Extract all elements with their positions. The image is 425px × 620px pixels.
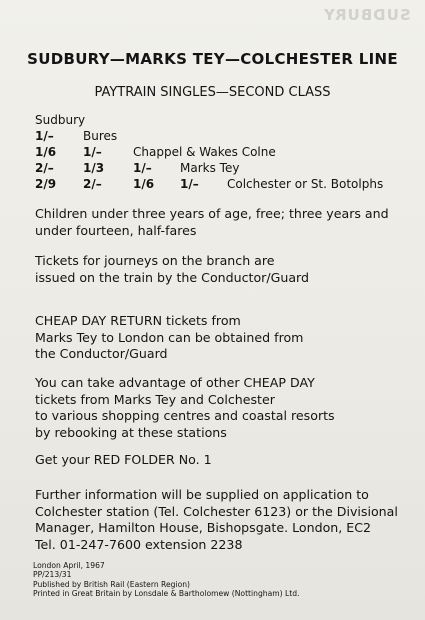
on-train-tickets-note (35, 253, 405, 286)
footer-line: Published by British Rail (Eastern Region) (33, 579, 191, 589)
text-line: Marks Tey to London can be obtained from (35, 329, 304, 345)
footer-line: Printed in Great Britain by Lonsdale & Bartholomew (Nottingham) Ltd. (33, 589, 300, 599)
text-line: CHEAP DAY RETURN tickets from (35, 313, 241, 328)
fare-value: 2/– (35, 161, 54, 175)
cheap-day-rebooking-note (35, 375, 405, 441)
text-line: Colchester station (Tel. Colchester 6123) or the Divisional (35, 503, 398, 519)
fare-value: 1/– (83, 145, 102, 159)
leaflet-subtitle: PAYTRAIN SINGLES—SECOND CLASS (94, 85, 331, 100)
footer-line: PP/213/31 (33, 570, 72, 580)
station-label: Colchester or St. Botolphs (227, 177, 384, 191)
leaflet-title: SUDBURY—MARKS TEY—COLCHESTER LINE (27, 50, 398, 68)
fare-value: 1/6 (35, 145, 57, 159)
cheap-day-return-note (35, 313, 405, 363)
text-line: issued on the train by the Conductor/Guard (35, 269, 310, 285)
fare-value: 2/9 (35, 177, 57, 191)
station-label: Sudbury (35, 113, 86, 127)
text-line: Tickets for journeys on the branch are (35, 253, 275, 268)
station-label: Bures (83, 129, 118, 143)
fare-value: 2/– (83, 177, 102, 191)
station-label: Marks Tey (180, 161, 240, 175)
text-line: Tel. 01-247-7600 extension 2238 (35, 536, 243, 552)
fare-value: 1/– (35, 129, 54, 143)
footer-line: London April, 1967 (33, 561, 105, 570)
text-line: to various shopping centres and coastal resorts (35, 408, 335, 423)
text-line: tickets from Marks Tey and Colchester (35, 391, 275, 407)
text-line: by rebooking at these stations (35, 424, 227, 440)
red-folder-note (35, 452, 405, 469)
text-line: Further information will be supplied on application to (35, 487, 369, 502)
children-fares-note (35, 206, 405, 239)
fare-value: 1/– (180, 177, 199, 191)
publication-footer (33, 561, 299, 599)
reverse-side-show-through: SUDBURY (323, 6, 411, 24)
fare-value: 1/– (133, 161, 152, 175)
station-label: Chappel & Wakes Colne (133, 145, 276, 159)
further-information-note (35, 487, 405, 553)
text-line: Children under three years of age, free; three years and (35, 206, 389, 221)
fare-value: 1/3 (83, 161, 105, 175)
text-line: You can take advantage of other CHEAP DAY (35, 375, 315, 390)
text-line: under fourteen, half-fares (35, 222, 197, 238)
text-line: Manager, Hamilton House, Bishopsgate. London, EC2 (35, 520, 372, 535)
fare-value: 1/6 (133, 177, 155, 191)
text-line: the Conductor/Guard (35, 346, 168, 361)
text-line: Get your RED FOLDER No. 1 (35, 452, 212, 467)
